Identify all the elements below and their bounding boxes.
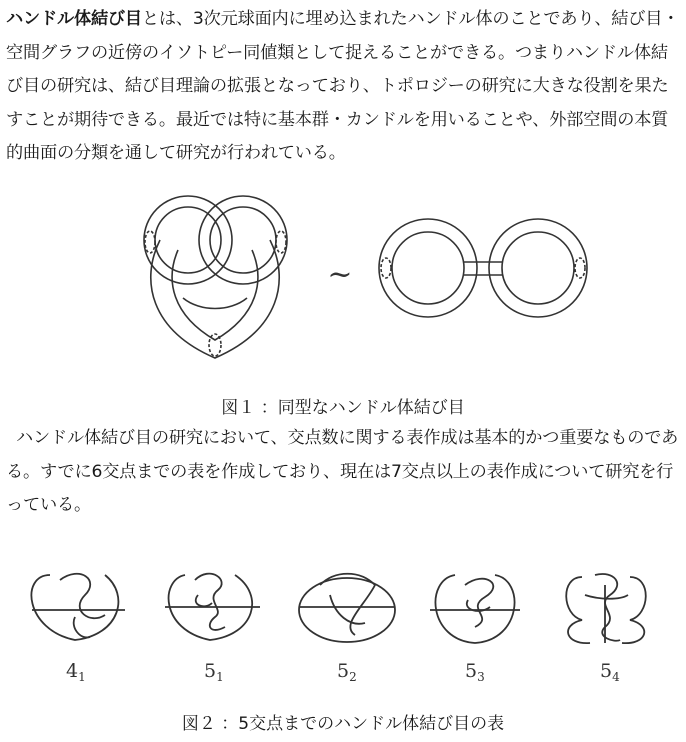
intro-paragraph	[6, 3, 682, 171]
knot-label-sub: 2	[349, 670, 357, 684]
knot-label-sub: 4	[612, 670, 620, 684]
figure1-relation-symbol: ~	[327, 257, 353, 292]
table-paragraph	[6, 422, 682, 523]
knot-label-sub: 3	[477, 670, 485, 684]
knot-label-base: 5	[337, 660, 350, 682]
knot-label-5-2	[337, 660, 357, 684]
knot-label-base: 5	[465, 660, 478, 682]
knot-5-4-diagram	[566, 574, 646, 643]
intro-text: とは、3次元球面内に埋め込まれたハンドル体のことであり、結び目・空間グラフの近傍のイソトピー同値類として捉えることができる。つまりハンドル体結び目の研究は、結び目理論の拡張となっており、トポロジーの研究に大きな役割を果たすことが期待できる。最近では特に基本群・カンドルを用いることや、外部空間の本質的曲面の分類を通して研究が行われている。	[6, 9, 680, 163]
knot-5-2-diagram	[299, 574, 395, 642]
knot-label-base: 5	[204, 660, 217, 682]
figure1-handlebody-right	[379, 219, 587, 317]
knot-label-base: 4	[66, 660, 79, 682]
knot-label-sub: 1	[216, 670, 224, 684]
knot-label-sub: 1	[78, 670, 86, 684]
table-text: ハンドル体結び目の研究において、交点数に関する表作成は基本的かつ重要なものである。すでに6交点までの表を作成しており、現在は7交点以上の表作成について研究を行っている。	[6, 428, 679, 515]
figure1-illustration	[0, 180, 686, 380]
knot-label-5-3	[465, 660, 485, 684]
knot-4-1-diagram	[31, 574, 125, 640]
term-handlebody-knot: ハンドル体結び目	[6, 9, 142, 29]
knot-5-1-diagram	[165, 574, 260, 640]
figure2-illustration	[0, 555, 686, 665]
figure2-caption: 図２ ：5交点までのハンドル体結び目の表	[181, 714, 505, 734]
knot-label-base: 5	[600, 660, 613, 682]
figure1-handlebody-left	[144, 196, 287, 358]
knot-label-4-1	[66, 660, 86, 684]
knot-5-3-diagram	[430, 575, 520, 643]
knot-label-5-1	[204, 660, 224, 684]
knot-label-5-4	[600, 660, 620, 684]
figure1-caption: 図１ ：同型なハンドル体結び目	[221, 398, 465, 418]
